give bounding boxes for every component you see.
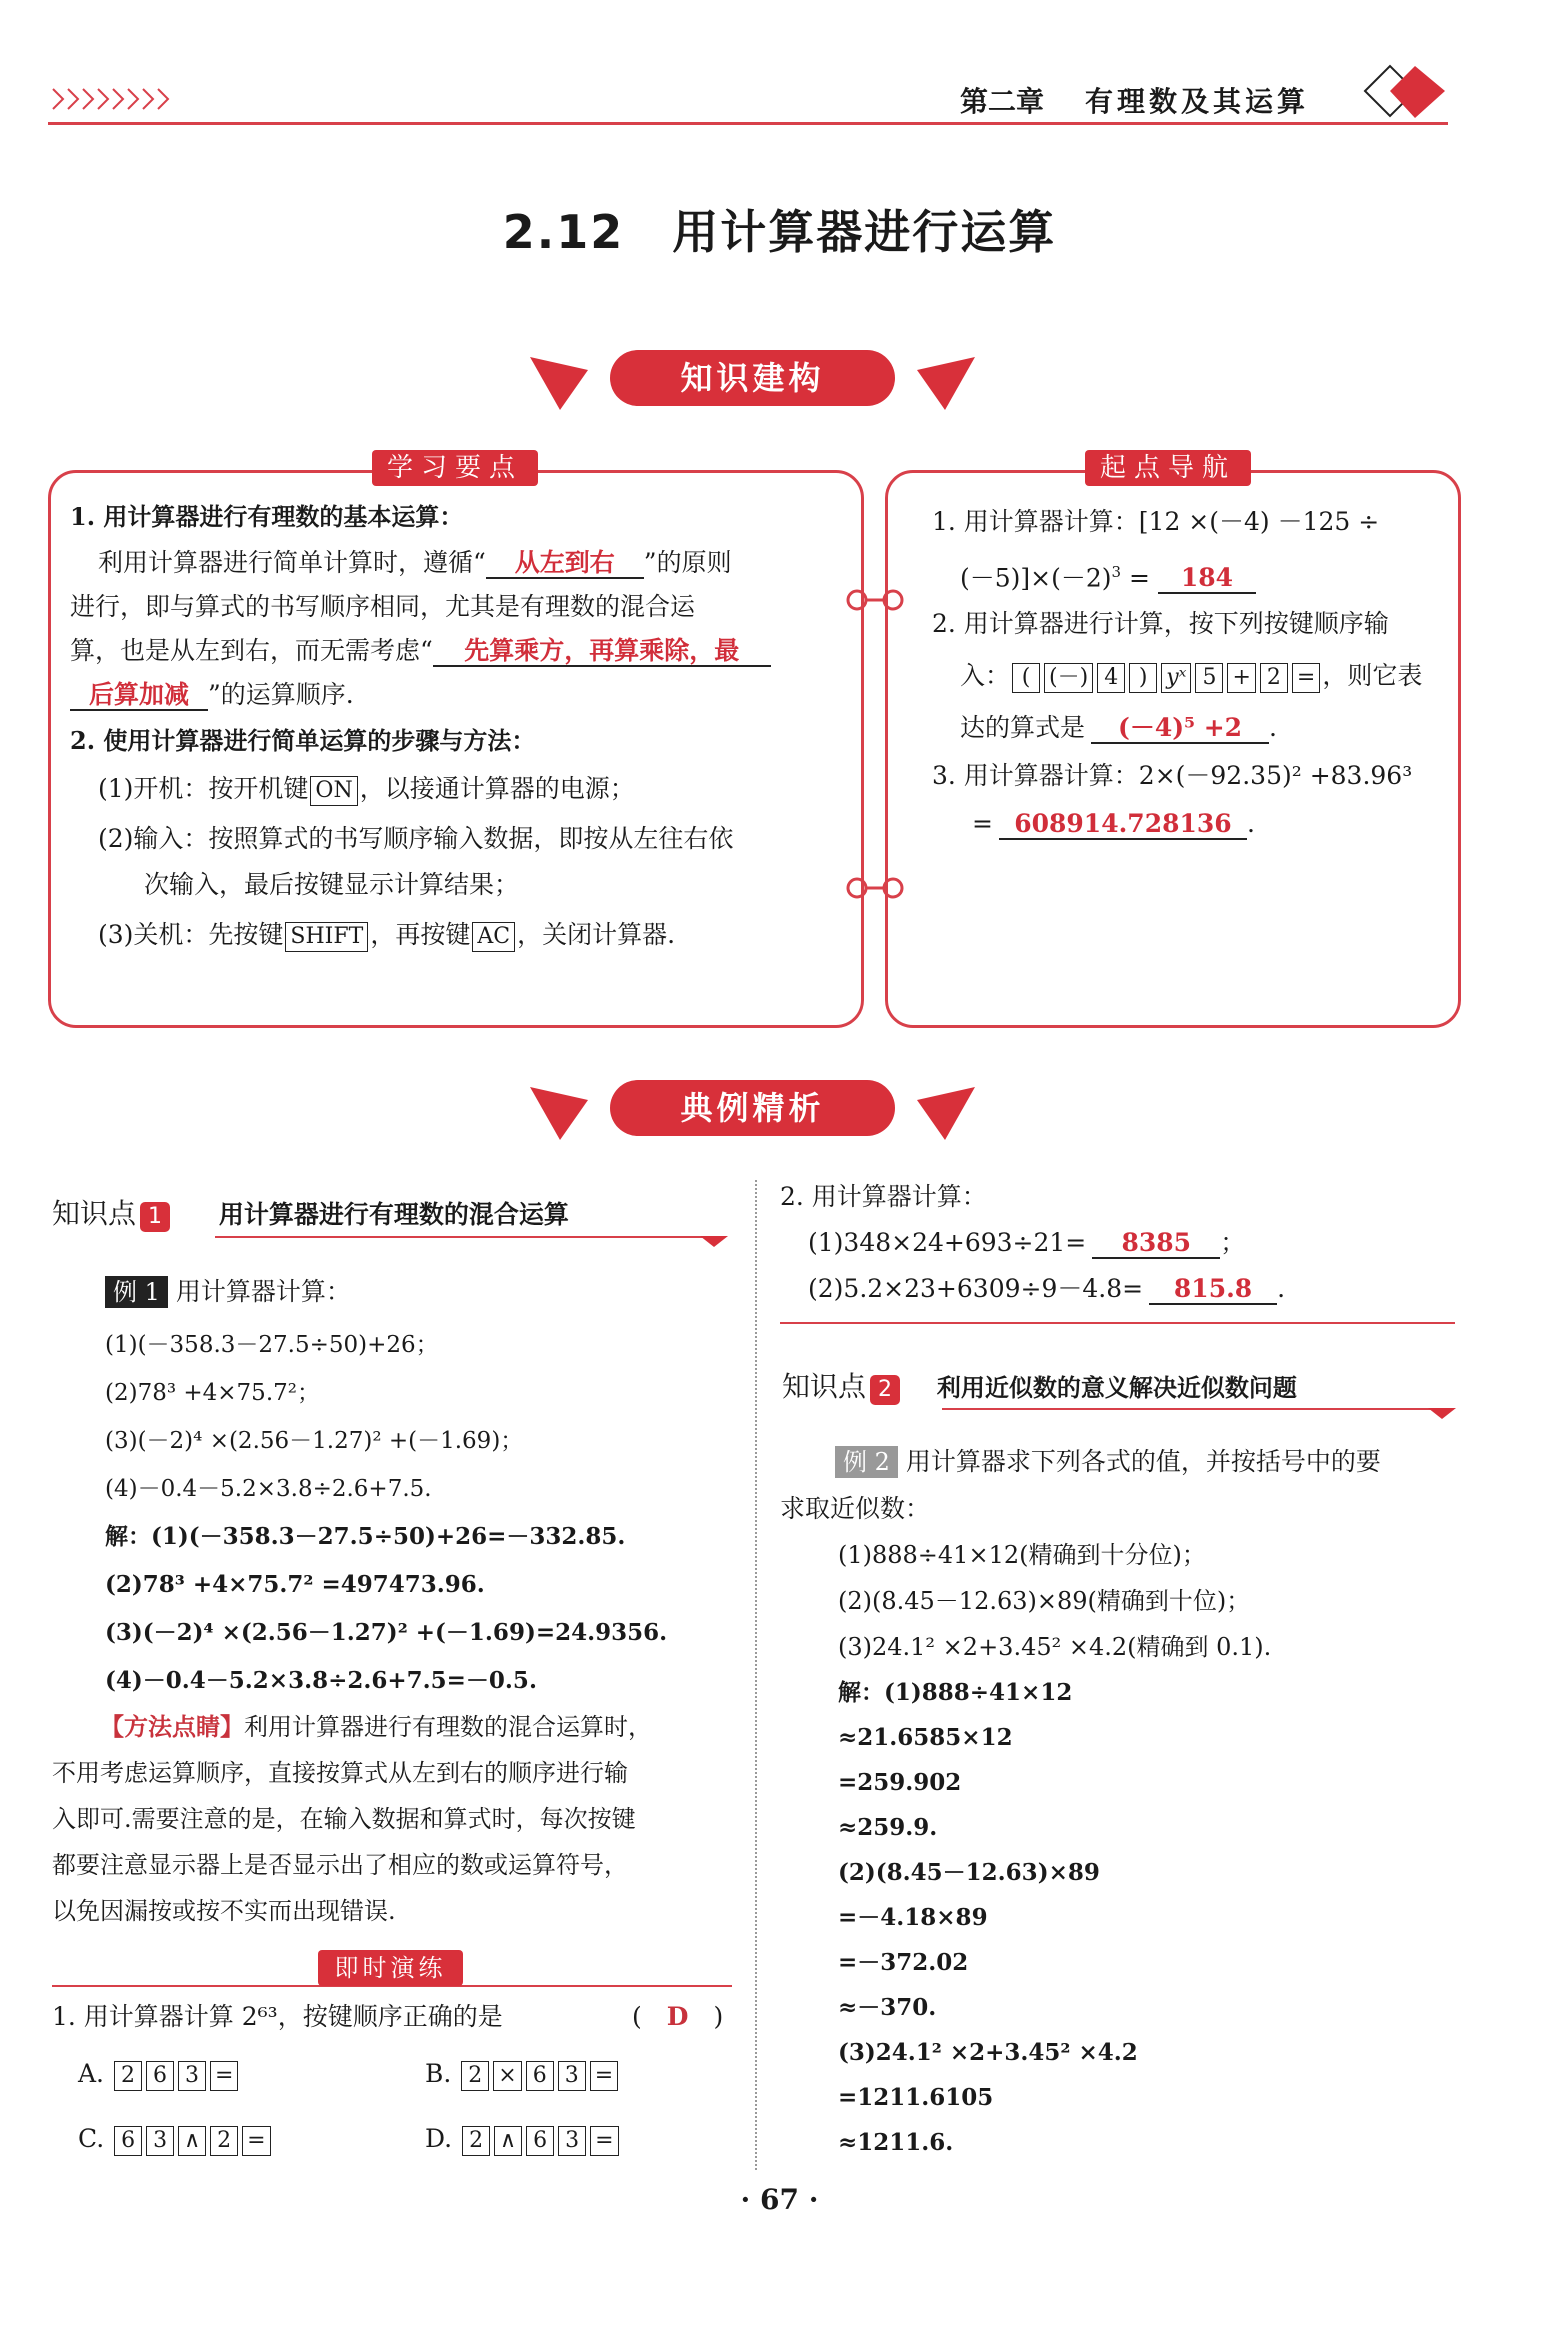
key-shift: SHIFT	[285, 922, 368, 952]
answer-blank: 后算加减	[70, 681, 208, 711]
kp2-underline	[942, 1408, 1452, 1410]
point-1-line-a: 利用计算器进行简单计算时，遵循“ 从左到右 ”的原则	[98, 548, 732, 577]
starting-point-tag: 起点导航	[1085, 450, 1251, 486]
practice-q2: 2. 用计算器计算： (1)348×24+693÷21= 8385 ； (2)5.2×23+6309÷9－4.8= 815.8 .	[780, 1182, 1286, 1303]
header-title: 有理数及其运算	[1085, 85, 1310, 118]
answer-blank: 815.8	[1149, 1275, 1277, 1305]
answer-blank: 8385	[1092, 1229, 1220, 1259]
starting-point-content	[932, 505, 1452, 841]
answer-blank: 184	[1158, 564, 1256, 594]
q2-line-c: 达的算式是 (－4)⁵ +2 .	[960, 713, 1277, 743]
step-2-a: (2)输入：按照算式的书写顺序输入数据，即按从左往右依	[98, 824, 734, 853]
practice-tag: 即时演练	[318, 1950, 463, 1986]
practice-q2-rule	[780, 1322, 1455, 1324]
banner-examples: 典例精析	[610, 1080, 895, 1136]
diamond-logo-icon	[1335, 56, 1455, 126]
method-tip: 【方法点睛】利用计算器进行有理数的混合运算时， 不用考虑运算顺序，直接按算式从左到右的顺序进行输 入即可.需要注意的是，在输入数据和算式时，每次按键 都要注意显示器上是否显示出了相应的数或运算符号， 以免因漏按或按不实而出现错误.	[52, 1712, 652, 1925]
banner-decoration-left-icon	[530, 352, 590, 416]
key-ac: AC	[472, 922, 515, 952]
kp1-underline	[215, 1236, 715, 1238]
option-b: B. 2 × 6 3 =	[425, 2057, 620, 2091]
banner2-decoration-right-icon	[915, 1082, 975, 1146]
example-2-items: (1)888÷41×12(精确到十分位)； (2)(8.45－12.63)×89(精确到十位)； (3)24.1² ×2+3.45² ×4.2(精确到 0.1).	[838, 1541, 1272, 1661]
example-1-items: (1)(－358.3－27.5÷50)+26； (2)78³ +4×75.7²； (3)(－2)⁴ ×(2.56－1.27)² +(－1.69)； (4)－0.4－5.2×3.8÷2.6+7.5. 解：(1)(－358.3－27.5÷50)+26=－332.85. (2)78³ +4×75.7² =497473.96. (3)(－2)⁴ ×(2.56－1.27)² +(－1.69)=24.9356. (4)－0.4－5.2×3.8÷2.6+7.5=－0.5.	[105, 1332, 668, 1694]
option-a: A. 2 6 3 =	[78, 2057, 240, 2091]
page-title: 2.12 用计算器进行运算	[502, 205, 1057, 259]
banner2-decoration-left-icon	[530, 1082, 590, 1146]
step-3: (3)关机：先按键 SHIFT ，再按键 AC ，关闭计算器.	[70, 918, 840, 952]
method-tip-label: 【方法点睛】	[100, 1712, 244, 1741]
header-rule	[48, 122, 1448, 125]
q3-line-a: 3. 用计算器计算：2×(－92.35)² +83.96³	[932, 761, 1413, 791]
knowledge-point-2-header: 知识点 2 利用近似数的意义解决近似数问题	[782, 1370, 1297, 1403]
page-number: · 67 ·	[740, 2183, 819, 2216]
kp1-arrow-icon	[700, 1233, 730, 1252]
banner-decoration-right-icon	[915, 352, 975, 416]
example-2-solution: 解：(1)888÷41×12 ≈21.6585×12 =259.902 ≈259.9. (2)(8.45－12.63)×89 =－4.18×89 =－372.02 ≈－370. (3)24.1² ×2+3.45² ×4.2 =1211.6105 ≈1211.6.	[838, 1679, 1138, 2156]
step-1: (1)开机：按开机键 ON ，以接通计算器的电源；	[70, 772, 840, 806]
key-on: ON	[310, 776, 357, 806]
point-1-line-c: 算，也是从左到右，而无需考虑“ 先算乘方，再算乘除，最	[70, 634, 840, 668]
example-1: 例 1 用计算器计算：	[105, 1275, 745, 1309]
step-2-b: 次输入，最后按键显示计算结果；	[144, 870, 520, 899]
point-1-line-d: 后算加减 ”的运算顺序.	[70, 678, 840, 712]
answer-blank: (－4)⁵ +2	[1091, 714, 1269, 744]
q2-line-a: 2. 用计算器进行计算，按下列按键顺序输	[932, 609, 1389, 639]
study-points-tag: 学习要点	[372, 450, 538, 486]
option-d: D. 2 ∧ 6 3 =	[425, 2122, 621, 2156]
answer-blank: 先算乘方，再算乘除，最	[433, 637, 771, 667]
example-2-cont: 求取近似数：	[780, 1494, 931, 1523]
practice-q1-answer: D	[666, 2002, 689, 2031]
knowledge-point-1-header: 知识点 1 用计算器进行有理数的混合运算	[52, 1197, 569, 1230]
answer-blank: 608914.728136	[999, 810, 1247, 840]
banner-knowledge: 知识建构	[610, 350, 895, 406]
example-2-label: 例 2	[835, 1446, 898, 1478]
kp2-arrow-icon	[1428, 1405, 1458, 1424]
example-2: 例 2 用计算器求下列各式的值，并按括号中的要	[835, 1445, 1455, 1479]
header-chapter: 第二章	[960, 85, 1045, 118]
header-diamonds	[1335, 56, 1455, 126]
chevron-decoration-icon	[48, 84, 188, 114]
q1-line-b: $(-5)]\times(-2)^3 = 184$	[932, 555, 1452, 595]
q1-line-a: 1. 用计算器计算：[12 ×(－4) －125 ÷	[932, 507, 1380, 536]
header-chevrons	[48, 84, 188, 114]
option-c: C. 6 3 ∧ 2 =	[78, 2122, 273, 2156]
q2-line-b: 入： ( (－) 4 ) yˣ 5 + 2 = ，则它表	[932, 659, 1452, 693]
study-points-content	[70, 500, 840, 952]
point-1-title: 1. 用计算器进行有理数的基本运算：	[70, 502, 464, 531]
point-1-line-b: 进行，即与算式的书写顺序相同，尤其是有理数的混合运	[70, 592, 696, 621]
example-1-label: 例 1	[105, 1276, 168, 1308]
point-2-title: 2. 使用计算器进行简单运算的步骤与方法：	[70, 726, 536, 755]
answer-blank: 从左到右	[486, 549, 644, 579]
practice-q1: 1. 用计算器计算 2⁶³，按键顺序正确的是 ( D )	[52, 2002, 724, 2031]
column-divider	[755, 1180, 757, 2170]
q3-line-b: = 608914.728136 .	[972, 809, 1255, 839]
